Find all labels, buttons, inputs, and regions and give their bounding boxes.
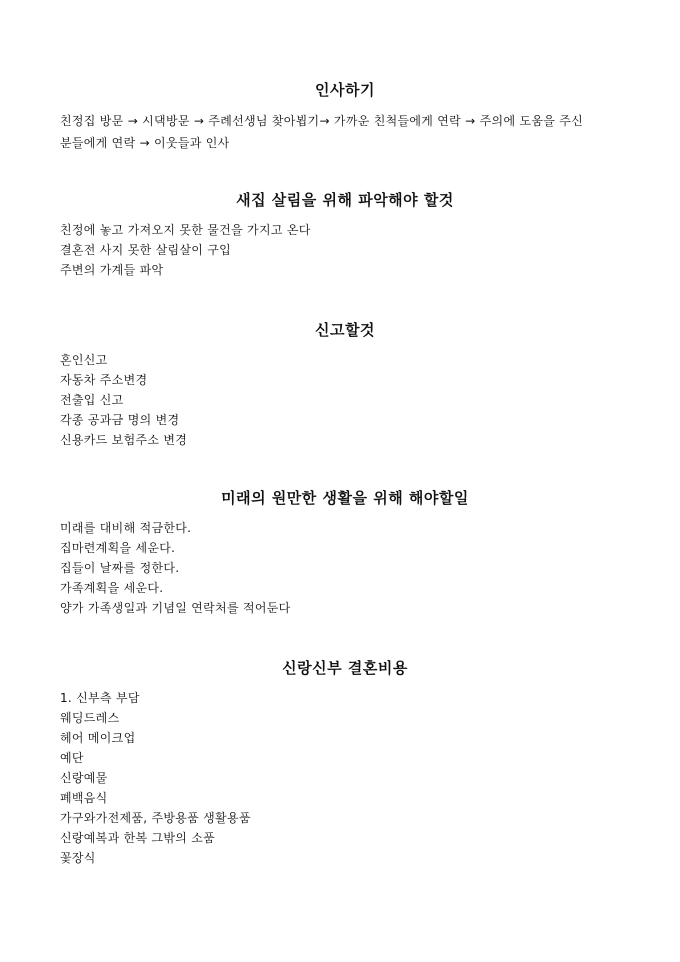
list-item: 신용카드 보험주소 변경 [60,433,188,447]
section-greetings [60,80,630,154]
list-item: 혼인신고 [60,353,108,367]
list-item: 각종 공과금 명의 변경 [60,413,180,427]
list-item: 폐백음식 [60,791,108,805]
paragraph: 친정집 방문 → 시댁방문 → 주례선생님 찾아뵙기→ 가까운 친척들에게 연락 → 주의에 도움을 주신 분들에게 연락 → 이웃들과 인사 [60,114,584,150]
list-item: 집들이 날짜를 정한다. [60,561,180,575]
list-item: 헤어 메이크업 [60,731,136,745]
list-item: 미래를 대비해 적금한다. [60,521,192,535]
list-item: 자동차 주소변경 [60,373,148,387]
section-title: 인사하기 [315,81,375,99]
list-item: 꽃장식 [60,851,96,865]
section-title: 신고할것 [315,321,375,339]
list-item: 친정에 놓고 가져오지 못한 물건을 가지고 온다 [60,223,311,237]
section-future-plans [60,488,630,618]
list-item: 가족계획을 세운다. [60,581,164,595]
section-wedding-costs [60,658,630,868]
list-item: 주변의 가계들 파악 [60,263,164,277]
list-item: 신랑예물 [60,771,108,785]
section-title: 미래의 원만한 생활을 위해 해야할일 [221,489,469,507]
section-title: 새집 살림을 위해 파악해야 할것 [236,191,454,209]
list-item: 가구와가전제품, 주방용품 생활용품 [60,811,251,825]
list-item: 1. 신부측 부담 [60,691,140,705]
list-item: 전출입 신고 [60,393,124,407]
list-item: 집마련계획을 세운다. [60,541,176,555]
list-item: 결혼전 사지 못한 살림살이 구입 [60,243,232,257]
section-reports [60,320,630,450]
list-item: 웨딩드레스 [60,711,120,725]
section-new-home [60,190,630,280]
list-item: 양가 가족생일과 기념일 연락처를 적어둔다 [60,601,291,615]
list-item: 신랑예복과 한복 그밖의 소품 [60,831,216,845]
list-item: 예단 [60,751,84,765]
section-title: 신랑신부 결혼비용 [282,659,408,677]
